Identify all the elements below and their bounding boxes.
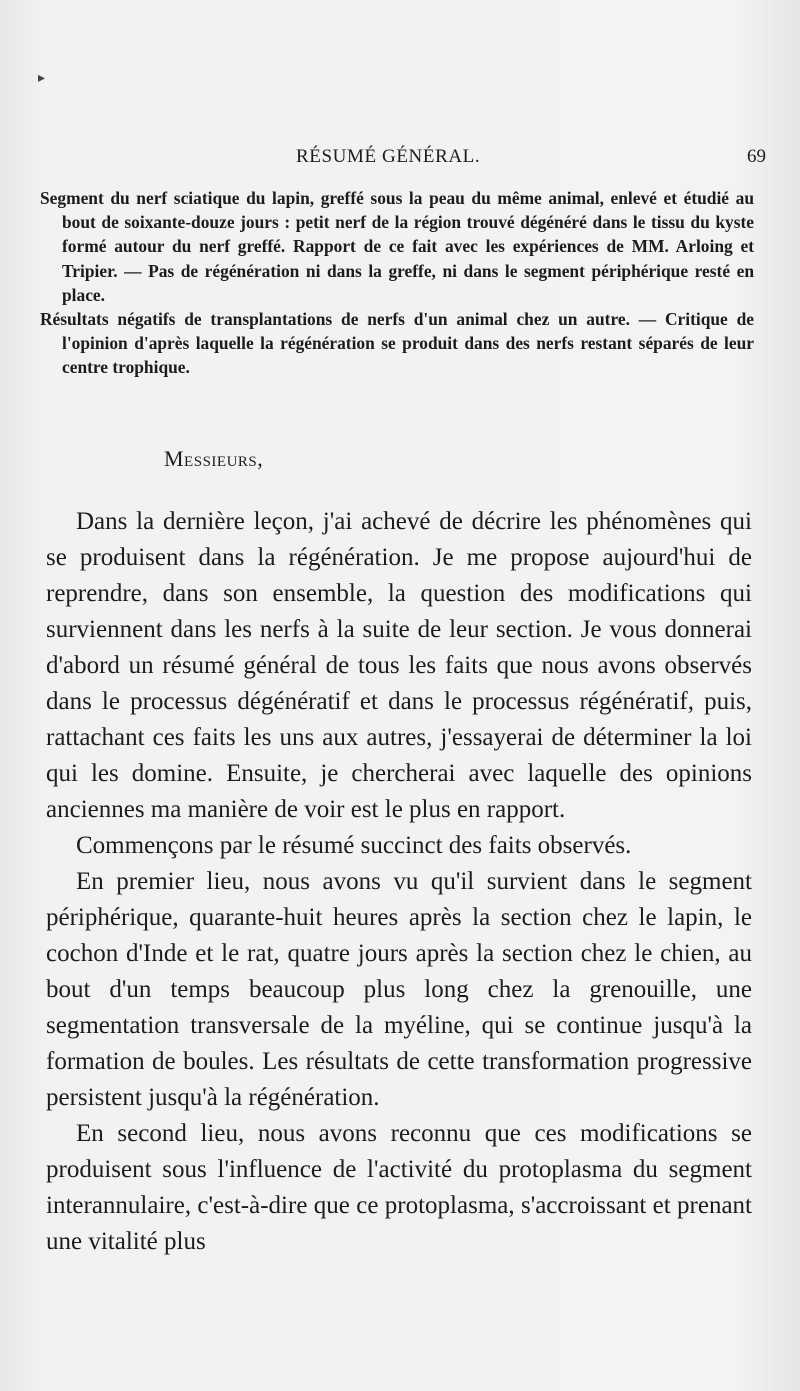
body-paragraph-3: En premier lieu, nous avons vu qu'il survient dans le segment périphérique, quarante-huit heures après la section chez le lapin, le cochon d'Inde et le rat, quatre jours après la section chez le chien, au bout d'un temps beaucoup plus long chez la grenouille, une segmentation transversale de la myéline, qui se continue jusqu'à la formation de boules. Les résultats de cette transformation progressive persistent jusqu'à la régénération. (46, 868, 752, 1111)
body-paragraph-4: En second lieu, nous avons reconnu que ces modifications se produisent sous l'influence de l'activité du protoplasma du segment interannulaire, c'est-à-dire que ce protoplasma, s'accroissant et prenant une vitalité plus (46, 1120, 752, 1255)
summary-paragraph-2: Résultats négatifs de transplantations de nerfs d'un animal chez un autre. — Critique de l'opinion d'après laquelle la régénération se produit dans des nerfs restant séparés de leur centre trophique. (40, 309, 754, 378)
body-paragraph-1: Dans la dernière leçon, j'ai achevé de décrire les phénomènes qui se produisent dans la régénération. Je me propose aujourd'hui de reprendre, dans son ensemble, la question des modifications qui surviennent dans les nerfs à la suite de leur section. Je vous donnerai d'abord un résumé général de tous les faits que nous avons observés dans le processus dégénératif et dans le processus régénératif, puis, rattachant ces faits les uns aux autres, j'essayerai de déterminer la loi qui les domine. Ensuite, je chercherai avec laquelle des opinions anciennes ma manière de voir est le plus en rapport. (46, 508, 752, 823)
salutation-text: Messieurs, (164, 446, 264, 471)
print-speck: ▸ (38, 71, 46, 86)
running-title: RÉSUMÉ GÉNÉRAL. (296, 146, 481, 167)
summary-paragraph-1: Segment du nerf sciatique du lapin, greffé sous la peau du même animal, enlevé et étudié au bout de soixante-douze jours : petit nerf de la région trouvé dégénéré dans le tissu du kyste formé autour du nerf greffé. Rapport de ce fait avec les expériences de MM. Arloing et Tripier. — Pas de régénération ni dans la greffe, ni dans le segment périphérique resté en place. (40, 188, 754, 305)
lecture-body (46, 504, 752, 1260)
page-header (0, 146, 800, 170)
salutation (164, 446, 263, 472)
body-paragraph-2: Commençons par le résumé succinct des faits observés. (76, 832, 632, 859)
page-number: 69 (747, 146, 766, 167)
chapter-summary (40, 186, 754, 380)
